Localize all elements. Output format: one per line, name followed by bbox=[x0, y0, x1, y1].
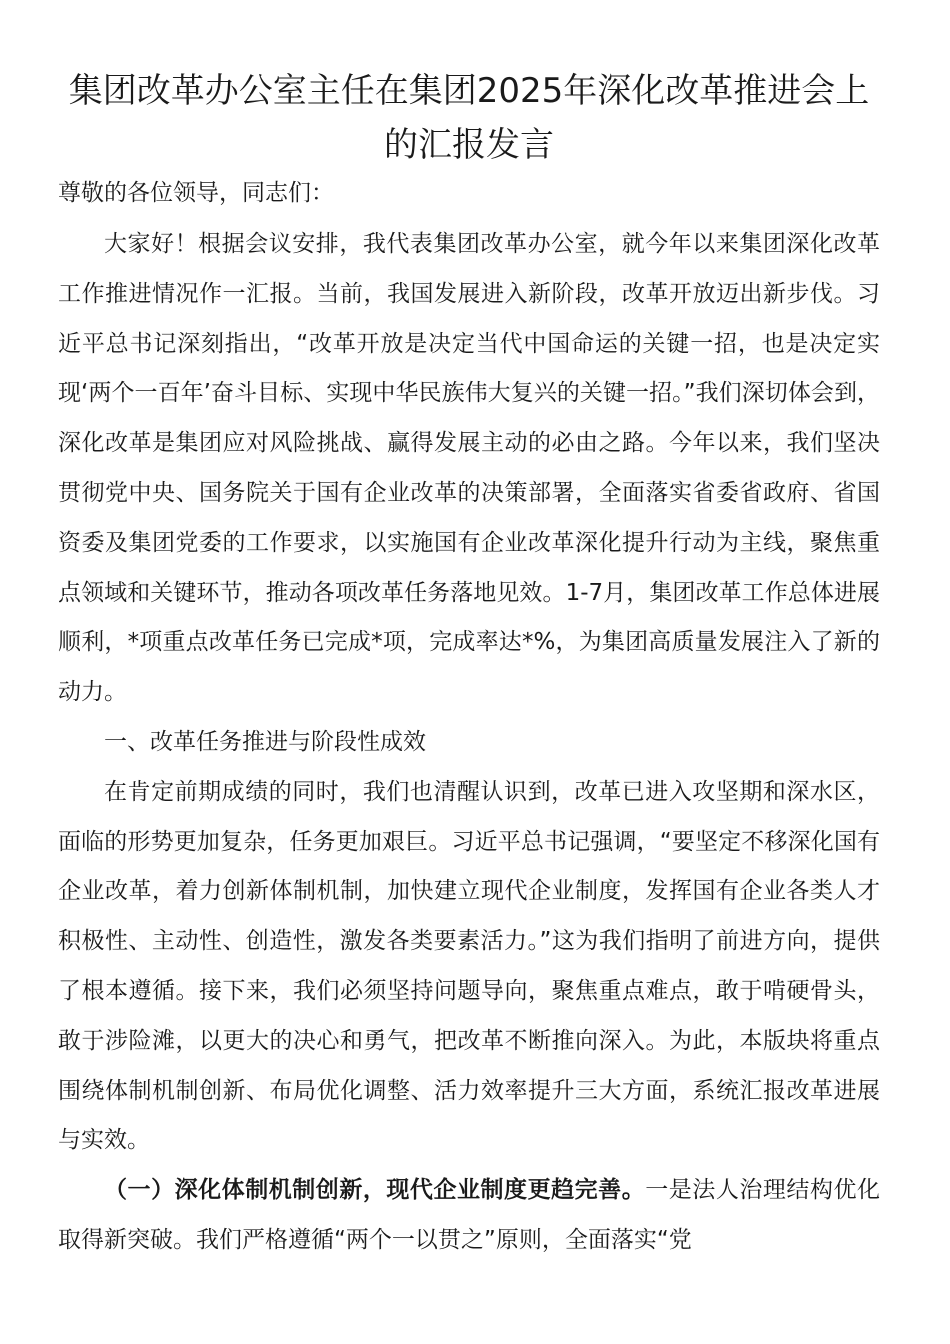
intro-paragraph: 大家好！根据会议安排，我代表集团改革办公室，就今年以来集团深化改革工作推进情况作一汇报。当前，我国发展进入新阶段，改革开放迈出新步伐。习近平总书记深刻指出，“改革开放是决定当代中国命运的关键一招，也是决定实现‘两个一百年’奋斗目标、实现中华民族伟大复兴的关键一招。”我们深切体会到，深化改革是集团应对风险挑战、赢得发展主动的必由之路。今年以来，我们坚决贯彻党中央、国务院关于国有企业改革的决策部署，全面落实省委省政府、省国资委及集团党委的工作要求，以实施国有企业改革深化提升行动为主线，聚焦重点领域和关键环节，推动各项改革任务落地见效。1-7月，集团改革工作总体进展顺利，*项重点改革任务已完成*项，完成率达*%，为集团高质量发展注入了新的动力。 bbox=[58, 231, 880, 706]
subsection-1-paragraph bbox=[58, 1166, 880, 1266]
document-title: 集团改革办公室主任在集团2025年深化改革推进会上的汇报发言 bbox=[68, 71, 870, 165]
subsection-1-text: 一是法人治理结构优化取得新突破。我们严格遵循“两个一以贯之”原则，全面落实“党 bbox=[58, 1177, 880, 1253]
document-page bbox=[58, 64, 880, 1266]
subsection-1-heading: （一）深化体制机制创新，现代企业制度更趋完善。 bbox=[104, 1177, 646, 1204]
salutation: 尊敬的各位领导，同志们： bbox=[58, 180, 334, 206]
section-heading-1: 一、改革任务推进与阶段性成效 bbox=[104, 728, 426, 755]
section-1-paragraph: 在肯定前期成绩的同时，我们也清醒认识到，改革已进入攻坚期和深水区，面临的形势更加复杂，任务更加艰巨。习近平总书记强调，“要坚定不移深化国有企业改革，着力创新体制机制，加快建立现代企业制度，发挥国有企业各类人才积极性、主动性、创造性，激发各类要素活力。”这为我们指明了前进方向，提供了根本遵循。接下来，我们必须坚持问题导向，聚焦重点难点，敢于啃硬骨头，敢于涉险滩，以更大的决心和勇气，把改革不断推向深入。为此，本版块将重点围绕体制机制创新、布局优化调整、活力效率提升三大方面，系统汇报改革进展与实效。 bbox=[58, 778, 880, 1154]
